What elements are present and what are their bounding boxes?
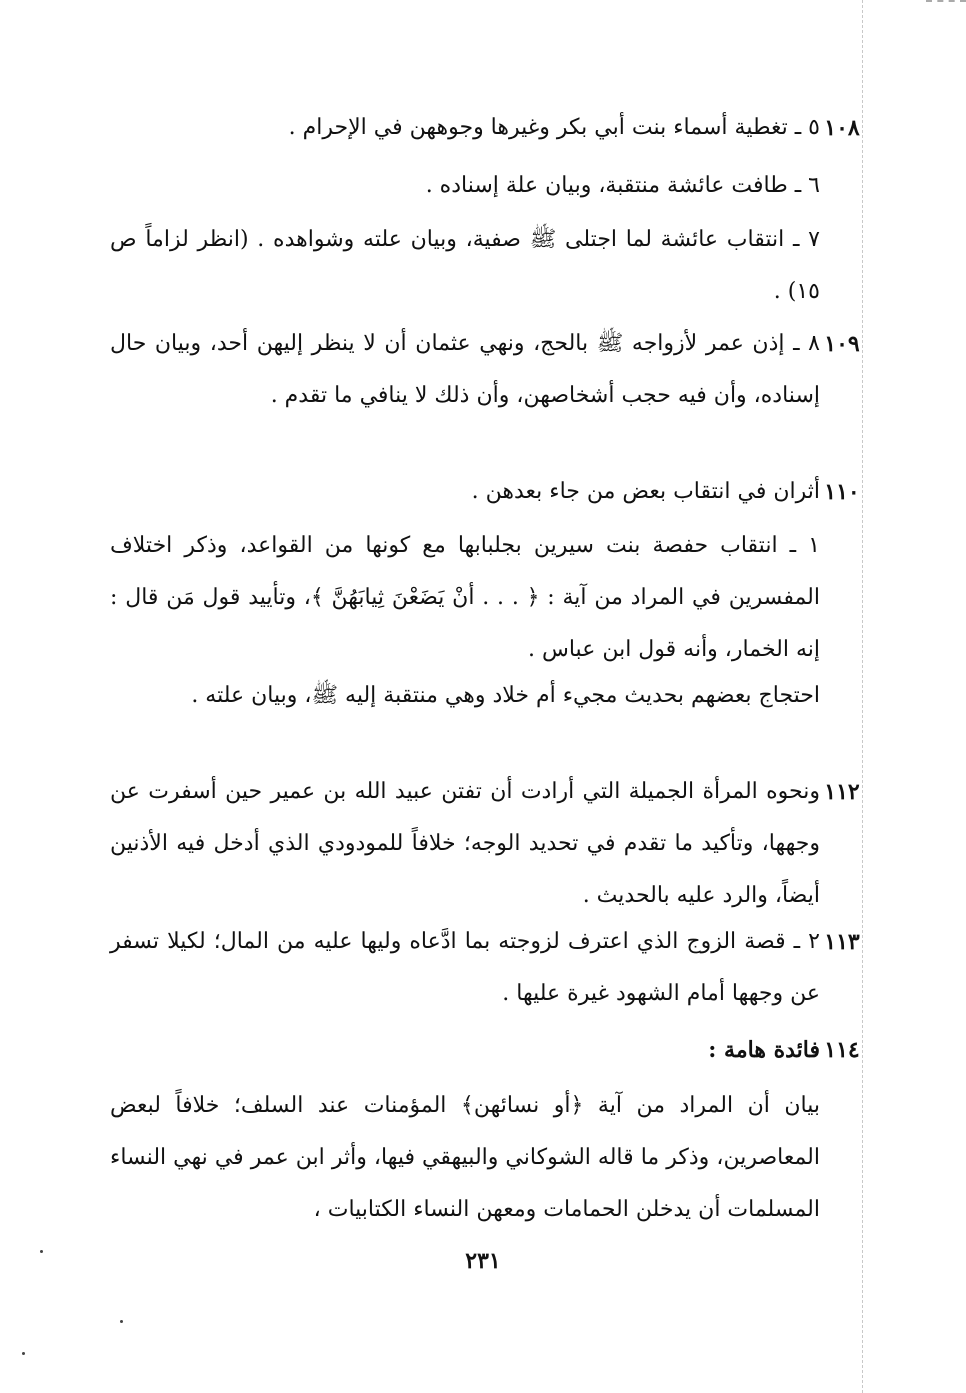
entry-number: ١٠٨ (824, 115, 860, 141)
entry-110-item-1: ١ ـ انتقاب حفصة بنت سيرين بجلبابها مع كونها من القواعد، وذكر اختلاف المفسرين في المراد من آية : ﴿ . . . أنْ يَضَعْنَ ثِيابَهُنَّ ﴾، وتأييد قول مَن قال : إنه الخمار، وأنه قول ابن عباس . (110, 533, 820, 662)
entry-108-line-1: ٥ ـ تغطية أسماء بنت أبي بكر وغيرها وجوههن في الإحرام . (288, 115, 820, 140)
scan-corner-mark (926, 0, 966, 8)
entry-number: ١١٣ (824, 929, 860, 955)
entry-110-heading: أثران في انتقاب بعض من جاء بعدهن . (471, 479, 820, 504)
entry-114-text: بيان أن المراد من آية ﴿أو نسائهن﴾ المؤمنات عند السلف؛ خلافاً لبعض المعاصرين، وذكر ما قاله الشوكاني والبيهقي فيها، وأثر ابن عمر في نهي النساء المسلمات أن يدخلن الحمامات ومعهن النساء الكتابيات ، (110, 1093, 820, 1222)
entry-108-line-3: ٧ ـ انتقاب عائشة لما اجتلى ﷺ صفية، وبيان علته وشواهده . (انظر لزاماً ص ١٥) . (110, 227, 820, 304)
entry-109-text: ٨ ـ إذن عمر لأزواجه ﷺ بالحج، ونهي عثمان أن لا ينظر إليهن أحد، وبيان حال إسناده، وأن فيه حجب أشخاصهن، وأن ذلك لا ينافي ما تقدم . (110, 331, 820, 408)
entry-114-heading: فائدة هامة : (708, 1037, 820, 1063)
page-number: ٢٣١ (465, 1248, 501, 1274)
scan-speck (120, 1320, 123, 1323)
entry-number: ١١٠ (824, 479, 860, 505)
entry-number: ١١٤ (824, 1037, 860, 1063)
entry-number: ١١٢ (824, 779, 860, 805)
entry-108-line-2: ٦ ـ طافت عائشة منتقبة، وبيان علة إسناده . (425, 173, 820, 198)
entry-112-text: ونحوه المرأة الجميلة التي أرادت أن تفتن عبيد الله بن عمير حين أسفرت عن وجهها، وتأكيد ما تقدم في تحديد الوجه؛ خلافاً للمودودي الذي أدخل فيه الأذنين أيضاً، والرد عليه بالحديث . (110, 779, 820, 908)
scan-speck (22, 1352, 25, 1355)
scan-guide-line (862, 0, 863, 1393)
entry-113-text: ٢ ـ قصة الزوج الذي اعترف لزوجته بما ادَّعاه وليها عليه من المال؛ لكيلا تسفر عن وجهها أمام الشهود غيرة عليها . (110, 929, 820, 1006)
entry-110-note: احتجاج بعضهم بحديث مجيء أم خلاد وهي منتقبة إليه ﷺ، وبيان علته . (191, 683, 820, 708)
entry-number: ١٠٩ (824, 331, 860, 357)
